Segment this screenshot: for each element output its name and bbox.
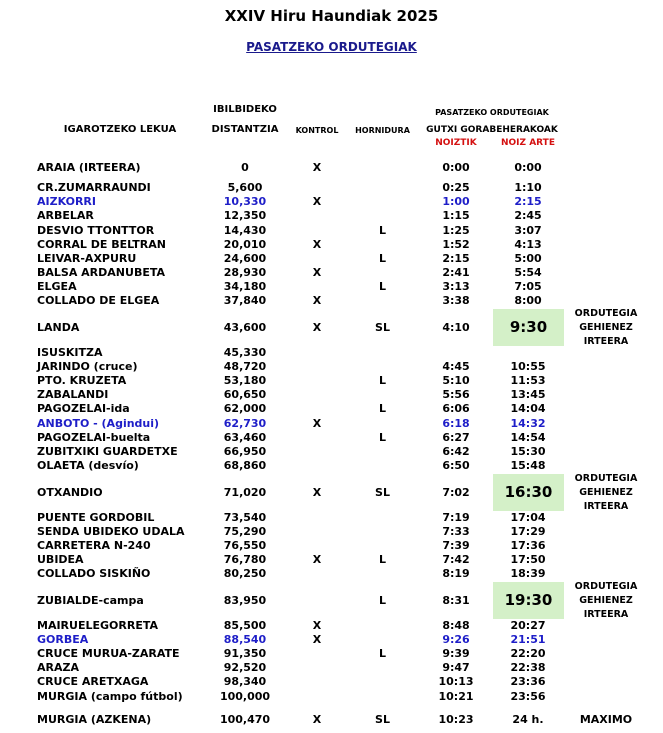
cell-to: 10:55: [510, 360, 546, 373]
header-supply: HORNIDURA: [355, 126, 410, 135]
cell-from: 10:13: [438, 675, 474, 688]
header-to: NOIZ ARTE: [501, 138, 555, 148]
cell-hor: L: [378, 402, 386, 415]
cell-from: 6:06: [442, 402, 470, 415]
cutoff-note-line: ORDUTEGIA: [574, 473, 638, 484]
cell-hor: SL: [375, 713, 390, 726]
table-row: [0, 402, 663, 416]
table-row: [0, 195, 663, 209]
cell-to: 22:20: [510, 647, 546, 660]
cutoff-time-box: 9:30: [493, 309, 564, 346]
table-row: [0, 511, 663, 525]
cell-to: 1:10: [514, 181, 542, 194]
cell-to: 18:39: [510, 567, 546, 580]
cell-from: 6:27: [442, 431, 470, 444]
cell-dist: 68,860: [223, 459, 267, 472]
cutoff-note-line: GEHIENEZ: [579, 322, 633, 333]
cutoff-note: [566, 472, 646, 514]
cell-ctl: X: [312, 417, 322, 430]
cell-dist: 28,930: [223, 266, 267, 279]
cell-from: 10:23: [438, 713, 474, 726]
cell-to: 11:53: [510, 374, 546, 387]
cell-loc: CRUCE ARETXAGA: [37, 675, 149, 688]
cell-dist: 24,600: [223, 252, 267, 265]
cell-loc: PUENTE GORDOBIL: [37, 511, 155, 524]
cell-loc: JARINDO (cruce): [37, 360, 138, 373]
cell-from: 8:19: [442, 567, 470, 580]
cutoff-time-box: 16:30: [493, 474, 564, 511]
cell-from: 3:38: [442, 294, 470, 307]
cell-loc: OTXANDIO: [37, 486, 103, 499]
cell-dist: 73,540: [223, 511, 267, 524]
cell-loc: GORBEA: [37, 633, 89, 646]
cell-to: 0:00: [514, 161, 542, 174]
table-row: [0, 209, 663, 223]
header-distance-1: IBILBIDEKO: [213, 104, 277, 115]
cell-dist: 20,010: [223, 238, 267, 251]
cutoff-note-line: IRTEERA: [583, 336, 629, 347]
cell-ctl: X: [312, 713, 322, 726]
cell-dist: 12,350: [223, 209, 267, 222]
cell-ctl: X: [312, 294, 322, 307]
cell-to: 3:07: [514, 224, 542, 237]
cell-loc: ARAZA: [37, 661, 79, 674]
cell-to: 5:00: [514, 252, 542, 265]
cell-loc: AIZKORRI: [37, 195, 96, 208]
cell-hor: SL: [375, 321, 390, 334]
table-row: [0, 280, 663, 294]
cell-dist: 83,950: [223, 594, 267, 607]
cell-loc: LEIVAR-AXPURU: [37, 252, 137, 265]
cell-hor: SL: [375, 486, 390, 499]
cell-dist: 100,000: [219, 690, 271, 703]
cell-dist: 34,180: [223, 280, 267, 293]
cell-to: 5:54: [514, 266, 542, 279]
cell-dist: 60,650: [223, 388, 267, 401]
cell-dist: 10,330: [223, 195, 267, 208]
cell-dist: 91,350: [223, 647, 267, 660]
cell-from: 1:15: [442, 209, 470, 222]
cell-to: 15:48: [510, 459, 546, 472]
cutoff-note-line: IRTEERA: [583, 501, 629, 512]
cell-dist: 76,780: [223, 553, 267, 566]
cell-dist: 14,430: [223, 224, 267, 237]
cell-to: 21:51: [510, 633, 546, 646]
cell-from: 1:00: [442, 195, 470, 208]
table-row: [0, 294, 663, 308]
cutoff-note-line: GEHIENEZ: [579, 595, 633, 606]
cell-to: 14:04: [510, 402, 546, 415]
table-row: [0, 459, 663, 473]
table-row: [0, 539, 663, 553]
cell-from: 0:00: [442, 161, 470, 174]
cell-dist: 37,840: [223, 294, 267, 307]
cell-hor: L: [378, 553, 386, 566]
cell-ctl: X: [312, 195, 322, 208]
document-title: XXIV Hiru Haundiak 2025: [224, 7, 439, 25]
cell-loc: DESVIO TTONTTOR: [37, 224, 155, 237]
table-row: [0, 647, 663, 661]
cell-loc: UBIDEA: [37, 553, 84, 566]
cell-to: 4:13: [514, 238, 542, 251]
document-subtitle: PASATZEKO ORDUTEGIAK: [246, 40, 417, 54]
table-row: [0, 252, 663, 266]
header-location: IGAROTZEKO LEKUA: [63, 124, 177, 135]
cell-hor: L: [378, 594, 386, 607]
cell-from: 6:42: [442, 445, 470, 458]
cell-ctl: X: [312, 486, 322, 499]
cell-ctl: X: [312, 238, 322, 251]
table-row: [0, 388, 663, 402]
table-row: [0, 553, 663, 567]
cell-loc: ZUBITXIKI GUARDETXE: [37, 445, 178, 458]
cell-loc: CORRAL DE BELTRAN: [37, 238, 166, 251]
cell-ctl: X: [312, 321, 322, 334]
cell-hor: L: [378, 647, 386, 660]
cell-dist: 88,540: [223, 633, 267, 646]
table-row: [0, 374, 663, 388]
cell-to: 7:05: [514, 280, 542, 293]
cell-from: 6:18: [442, 417, 470, 430]
cell-loc: ARAIA (IRTEERA): [37, 161, 141, 174]
cell-from: 8:48: [442, 619, 470, 632]
cell-to: 17:50: [510, 553, 546, 566]
table-row: [0, 224, 663, 238]
cell-from: 7:39: [442, 539, 470, 552]
table-row: [0, 417, 663, 431]
cell-dist: 76,550: [223, 539, 267, 552]
cell-loc: LANDA: [37, 321, 80, 334]
cell-hor: L: [378, 224, 386, 237]
cell-from: 5:56: [442, 388, 470, 401]
cell-from: 7:33: [442, 525, 470, 538]
cell-ctl: X: [312, 553, 322, 566]
cell-to: 14:32: [510, 417, 546, 430]
cell-loc: ELGEA: [37, 280, 77, 293]
header-schedule-subtitle: GUTXI GORABEHERAKOAK: [426, 125, 558, 135]
cutoff-note: [566, 307, 646, 349]
cell-loc: MURGIA (campo fútbol): [37, 690, 183, 703]
cell-ctl: X: [312, 266, 322, 279]
cell-ctl: X: [312, 633, 322, 646]
cutoff-note-line: IRTEERA: [583, 609, 629, 620]
cell-from: 2:41: [442, 266, 470, 279]
cell-hor: L: [378, 374, 386, 387]
cell-hor: L: [378, 252, 386, 265]
table-row: [0, 181, 663, 195]
cell-loc: CRUCE MURUA-ZARATE: [37, 647, 180, 660]
table-row: [0, 675, 663, 689]
cell-loc: COLLADO SISKIÑO: [37, 567, 151, 580]
cell-from: 8:31: [442, 594, 470, 607]
table-row: [0, 431, 663, 445]
cell-from: 1:52: [442, 238, 470, 251]
cell-dist: 48,720: [223, 360, 267, 373]
cell-to: 24 h.: [512, 713, 544, 726]
cell-dist: 66,950: [223, 445, 267, 458]
table-row: [0, 619, 663, 633]
cell-dist: 92,520: [223, 661, 267, 674]
cell-note: MAXIMO: [579, 713, 633, 726]
cell-dist: 98,340: [223, 675, 267, 688]
cell-from: 6:50: [442, 459, 470, 472]
cell-to: 22:38: [510, 661, 546, 674]
table-row: [0, 346, 663, 360]
table-row: [0, 713, 663, 727]
cell-dist: 62,000: [223, 402, 267, 415]
table-row: [0, 661, 663, 675]
cell-to: 17:36: [510, 539, 546, 552]
cell-hor: L: [378, 280, 386, 293]
cell-from: 9:47: [442, 661, 470, 674]
table-row: [0, 633, 663, 647]
table-row: [0, 525, 663, 539]
table-row: [0, 360, 663, 374]
cell-to: 13:45: [510, 388, 546, 401]
cell-from: 2:15: [442, 252, 470, 265]
cell-loc: ANBOTO - (Agindui): [37, 417, 160, 430]
header-distance-2: DISTANTZIA: [211, 124, 279, 135]
cell-from: 1:25: [442, 224, 470, 237]
cell-loc: BALSA ARDANUBETA: [37, 266, 165, 279]
cell-hor: L: [378, 431, 386, 444]
cell-to: 17:04: [510, 511, 546, 524]
cell-from: 10:21: [438, 690, 474, 703]
cell-loc: ARBELAR: [37, 209, 94, 222]
cell-to: 23:56: [510, 690, 546, 703]
cell-dist: 100,470: [219, 713, 271, 726]
table-row: [0, 161, 663, 175]
cell-loc: MAIRUELEGORRETA: [37, 619, 158, 632]
table-row: [0, 567, 663, 581]
cell-loc: SENDA UBIDEKO UDALA: [37, 525, 185, 538]
cell-from: 9:26: [442, 633, 470, 646]
cell-loc: MURGIA (AZKENA): [37, 713, 152, 726]
cutoff-time-box: 19:30: [493, 582, 564, 619]
cutoff-note-line: ORDUTEGIA: [574, 308, 638, 319]
table-row: [0, 690, 663, 704]
cell-dist: 45,330: [223, 346, 267, 359]
cell-loc: OLAETA (desvío): [37, 459, 139, 472]
cell-dist: 43,600: [223, 321, 267, 334]
cell-loc: CARRETERA N-240: [37, 539, 151, 552]
cell-loc: CR.ZUMARRAUNDI: [37, 181, 151, 194]
header-schedule-title: PASATZEKO ORDUTEGIAK: [435, 108, 549, 117]
cell-to: 20:27: [510, 619, 546, 632]
cell-from: 4:45: [442, 360, 470, 373]
cell-from: 0:25: [442, 181, 470, 194]
cell-loc: ZABALANDI: [37, 388, 109, 401]
table-row: [0, 238, 663, 252]
cell-to: 14:54: [510, 431, 546, 444]
cell-loc: PAGOZELAI-buelta: [37, 431, 151, 444]
cell-dist: 85,500: [223, 619, 267, 632]
cell-dist: 53,180: [223, 374, 267, 387]
cell-loc: PTO. KRUZETA: [37, 374, 127, 387]
cell-to: 17:29: [510, 525, 546, 538]
cell-from: 7:02: [442, 486, 470, 499]
cell-dist: 62,730: [223, 417, 267, 430]
cell-from: 7:42: [442, 553, 470, 566]
cell-to: 2:15: [514, 195, 542, 208]
table-row: [0, 266, 663, 280]
header-control: KONTROL: [295, 126, 339, 135]
cell-ctl: X: [312, 161, 322, 174]
cell-to: 8:00: [514, 294, 542, 307]
cell-loc: ISUSKITZA: [37, 346, 103, 359]
cell-to: 2:45: [514, 209, 542, 222]
cell-dist: 75,290: [223, 525, 267, 538]
cell-loc: ZUBIALDE-campa: [37, 594, 144, 607]
cutoff-note: [566, 580, 646, 622]
cell-loc: PAGOZELAI-ida: [37, 402, 130, 415]
cell-loc: COLLADO DE ELGEA: [37, 294, 160, 307]
cell-ctl: X: [312, 619, 322, 632]
cell-dist: 63,460: [223, 431, 267, 444]
cell-to: 23:36: [510, 675, 546, 688]
cell-from: 4:10: [442, 321, 470, 334]
cutoff-note-line: GEHIENEZ: [579, 487, 633, 498]
cell-from: 9:39: [442, 647, 470, 660]
cell-from: 5:10: [442, 374, 470, 387]
header-from: NOIZTIK: [435, 138, 477, 148]
cell-from: 7:19: [442, 511, 470, 524]
cell-dist: 5,600: [227, 181, 263, 194]
table-row: [0, 445, 663, 459]
cell-to: 15:30: [510, 445, 546, 458]
cell-dist: 0: [241, 161, 249, 174]
cell-dist: 80,250: [223, 567, 267, 580]
cutoff-note-line: ORDUTEGIA: [574, 581, 638, 592]
cell-from: 3:13: [442, 280, 470, 293]
cell-dist: 71,020: [223, 486, 267, 499]
